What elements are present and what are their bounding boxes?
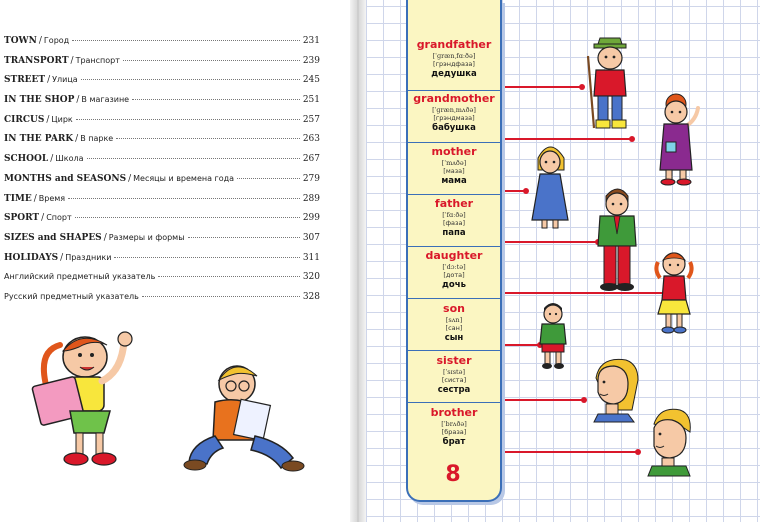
toc-row[interactable] <box>4 95 320 115</box>
entry-divider <box>408 298 500 299</box>
toc-english-title: SPORT <box>4 213 40 224</box>
toc-separator: / <box>76 95 80 106</box>
toc-russian-title: Русский предметный указатель <box>4 291 139 301</box>
leader-line-grandfather <box>498 86 582 88</box>
vocab-entry <box>408 38 500 79</box>
toc-separator: / <box>50 154 54 165</box>
toc-page-number: 328 <box>302 291 320 302</box>
toc-separator: / <box>128 173 132 184</box>
father-illustration <box>594 186 640 294</box>
entry-divider <box>408 402 500 403</box>
toc-page-number: 279 <box>302 173 320 184</box>
sister-illustration <box>588 356 640 422</box>
toc-english-title: TRANSPORT <box>4 55 69 66</box>
toc-separator: / <box>47 75 51 86</box>
book-gutter <box>350 0 366 522</box>
vocab-russian-word: дедушка <box>431 69 477 79</box>
table-of-contents <box>4 36 320 312</box>
toc-leader-dots <box>114 257 299 258</box>
vocab-russian-transliteration: [фаза] <box>442 219 466 227</box>
vocab-transcription: [ˈɡrænˌfɑːðə] <box>432 52 476 60</box>
vocab-russian-word: дочь <box>442 280 466 290</box>
toc-row[interactable] <box>4 115 320 135</box>
vocab-transcription: [ˈfɑːðə] <box>442 211 466 219</box>
vocab-english-word: father <box>434 197 474 210</box>
toc-page-number: 263 <box>302 134 320 145</box>
toc-english-title: CIRCUS <box>4 114 45 125</box>
leader-line-sister <box>498 399 584 401</box>
toc-separator: / <box>70 55 74 66</box>
toc-page-number: 311 <box>302 252 320 263</box>
vocab-transcription: [ˈdɔːtə] <box>442 263 466 271</box>
toc-separator: / <box>103 232 107 243</box>
toc-page-number: 307 <box>302 232 320 243</box>
toc-english-title: HOLIDAYS <box>4 252 59 263</box>
vocab-russian-word: сын <box>444 333 464 343</box>
entry-divider <box>408 350 500 351</box>
vocab-russian-word: бабушка <box>432 123 476 133</box>
toc-page-number: 239 <box>302 55 320 66</box>
vocab-entry <box>408 406 500 447</box>
toc-leader-dots <box>142 296 300 297</box>
toc-russian-title: Английский предметный указатель <box>4 272 156 282</box>
leader-line-daughter <box>498 292 668 294</box>
toc-separator: / <box>46 114 50 125</box>
toc-russian-title: Школа <box>55 154 84 164</box>
leader-line-brother <box>498 451 638 453</box>
toc-leader-dots <box>72 40 300 41</box>
toc-russian-title: Транспорт <box>75 55 120 65</box>
leader-line-father <box>498 241 598 243</box>
toc-row[interactable] <box>4 194 320 214</box>
page-number: 8 <box>445 462 461 487</box>
toc-english-title: STREET <box>4 75 46 86</box>
toc-row[interactable] <box>4 75 320 95</box>
toc-page-number: 267 <box>302 154 320 165</box>
leader-line-mother <box>498 190 526 192</box>
toc-english-title: SCHOOL <box>4 154 49 165</box>
toc-english-title: TIME <box>4 193 32 204</box>
vocab-transcription: [sʌn] <box>445 316 463 324</box>
toc-leader-dots <box>188 237 300 238</box>
entry-divider <box>408 194 500 195</box>
toc-page-number: 245 <box>302 75 320 86</box>
toc-leader-dots <box>123 60 300 61</box>
toc-row[interactable] <box>4 272 320 292</box>
toc-russian-title: Улица <box>52 75 78 85</box>
vocab-russian-word: папа <box>442 228 466 238</box>
vocab-russian-word: брат <box>442 437 466 447</box>
toc-leader-dots <box>76 119 300 120</box>
toc-row[interactable] <box>4 253 320 273</box>
toc-leader-dots <box>237 178 300 179</box>
left-page <box>0 0 350 522</box>
toc-row[interactable] <box>4 56 320 76</box>
toc-leader-dots <box>116 138 300 139</box>
toc-row[interactable] <box>4 36 320 56</box>
toc-leader-dots <box>132 99 300 100</box>
vocab-english-word: grandmother <box>413 92 495 105</box>
toc-english-title: MONTHS and SEASONS <box>4 173 127 184</box>
vocab-english-word: brother <box>430 406 478 419</box>
entry-divider <box>408 142 500 143</box>
toc-russian-title: Размеры и формы <box>108 232 185 242</box>
toc-english-title: TOWN <box>4 36 37 46</box>
mother-illustration <box>528 142 572 232</box>
toc-leader-dots <box>68 198 300 199</box>
vocab-russian-transliteration: [грэндфаза] <box>433 60 475 68</box>
toc-row[interactable] <box>4 154 320 174</box>
vocab-english-word: sister <box>436 354 472 367</box>
toc-russian-title: Праздники <box>65 252 112 262</box>
leader-line-son <box>498 344 540 346</box>
toc-english-title: SIZES and SHAPES <box>4 232 102 243</box>
vocab-english-word: daughter <box>425 249 483 262</box>
toc-page-number: 299 <box>302 213 320 224</box>
vocab-transcription: [ˈbrʌðə] <box>441 420 467 428</box>
toc-row[interactable] <box>4 292 320 312</box>
boy-reading-illustration <box>185 362 310 472</box>
vocab-entry <box>408 354 500 395</box>
brother-illustration <box>644 406 696 476</box>
vocab-transcription: [ˈɡrænˌmʌðə] <box>432 106 476 114</box>
toc-english-title: IN THE PARK <box>4 134 74 145</box>
toc-english-title: IN THE SHOP <box>4 95 75 106</box>
toc-leader-dots <box>87 158 300 159</box>
right-page <box>366 0 760 522</box>
toc-row[interactable] <box>4 233 320 253</box>
toc-page-number: 257 <box>302 114 320 125</box>
vocab-entry <box>408 197 500 238</box>
toc-russian-title: Месяцы и времена года <box>133 173 235 183</box>
toc-russian-title: Спорт <box>46 213 72 223</box>
vocab-russian-transliteration: [грэндмаза] <box>433 114 475 122</box>
toc-separator: / <box>38 36 42 46</box>
grandfather-illustration <box>584 36 636 132</box>
toc-russian-title: Город <box>43 36 70 45</box>
vocab-russian-transliteration: [сан] <box>445 324 463 332</box>
vocab-russian-transliteration: [браза] <box>441 428 467 436</box>
girl-with-book-illustration <box>30 325 160 470</box>
vocab-russian-transliteration: [маза] <box>443 167 465 175</box>
toc-leader-dots <box>158 276 300 277</box>
toc-separator: / <box>41 213 45 224</box>
son-illustration <box>536 300 570 370</box>
vocab-english-word: son <box>443 302 465 315</box>
toc-row[interactable] <box>4 134 320 154</box>
toc-page-number: 320 <box>302 272 320 283</box>
grandmother-illustration <box>652 90 704 186</box>
vocab-english-word: grandfather <box>416 38 492 51</box>
toc-row[interactable] <box>4 174 320 194</box>
toc-russian-title: Цирк <box>51 114 73 124</box>
toc-page-number: 231 <box>302 36 320 46</box>
entry-divider <box>408 90 500 91</box>
toc-page-number: 251 <box>302 95 320 106</box>
entry-divider <box>408 246 500 247</box>
leader-line-grandmother <box>498 138 632 140</box>
vocab-russian-word: мама <box>441 176 467 186</box>
vocab-entry <box>408 249 500 290</box>
vocab-english-word: mother <box>431 145 477 158</box>
toc-separator: / <box>33 193 37 204</box>
toc-leader-dots <box>81 79 300 80</box>
toc-separator: / <box>60 252 64 263</box>
daughter-illustration <box>654 248 694 338</box>
toc-russian-title: Время <box>38 193 66 203</box>
toc-leader-dots <box>75 217 300 218</box>
vocab-entry <box>408 145 500 186</box>
vocab-transcription: [ˈmʌðə] <box>441 159 467 167</box>
vocab-russian-transliteration: [систа] <box>441 376 467 384</box>
vocab-transcription: [ˈsɪstə] <box>442 368 466 376</box>
toc-row[interactable] <box>4 213 320 233</box>
toc-page-number: 289 <box>302 193 320 204</box>
vocab-russian-transliteration: [дота] <box>443 271 465 279</box>
vocab-entry <box>408 302 500 343</box>
vocab-russian-word: сестра <box>437 385 471 395</box>
vocabulary-strip <box>406 0 502 502</box>
toc-russian-title: В магазине <box>81 95 130 105</box>
toc-separator: / <box>75 134 79 145</box>
toc-russian-title: В парке <box>80 134 114 144</box>
vocab-entry <box>408 92 500 133</box>
